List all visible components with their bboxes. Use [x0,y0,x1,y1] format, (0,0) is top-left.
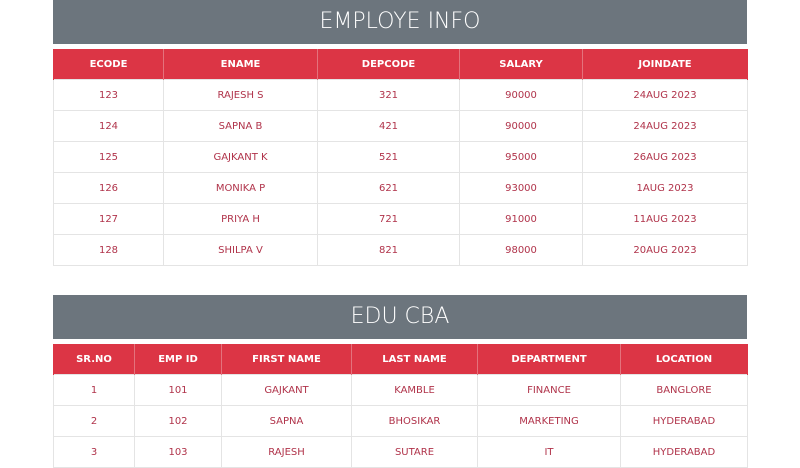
cell-joindate: 1AUG 2023 [583,173,748,204]
column-header-emp-id: EMP ID [135,344,222,375]
table-row [54,204,748,235]
cell-sr-no: 2 [54,406,135,437]
cell-department: FINANCE [478,375,621,406]
cell-salary: 95000 [460,142,583,173]
educba-title: EDU CBA [53,295,747,339]
cell-location: HYDERABAD [621,437,748,468]
cell-first-name: GAJKANT [222,375,352,406]
cell-salary: 98000 [460,235,583,266]
table-row [54,173,748,204]
cell-salary: 93000 [460,173,583,204]
educba-section [53,295,747,468]
cell-salary: 91000 [460,204,583,235]
cell-sr-no: 1 [54,375,135,406]
cell-location: HYDERABAD [621,406,748,437]
cell-emp-id: 101 [135,375,222,406]
cell-ename: SAPNA B [164,111,318,142]
column-header-first-name: FIRST NAME [222,344,352,375]
cell-depcode: 621 [318,173,460,204]
table-header-row [54,344,748,375]
cell-salary: 90000 [460,111,583,142]
cell-ename: RAJESH S [164,80,318,111]
column-header-ename: ENAME [164,49,318,80]
cell-sr-no: 3 [54,437,135,468]
cell-joindate: 26AUG 2023 [583,142,748,173]
cell-joindate: 11AUG 2023 [583,204,748,235]
cell-joindate: 24AUG 2023 [583,111,748,142]
cell-depcode: 421 [318,111,460,142]
educba-table [53,344,748,468]
cell-ename: MONIKA P [164,173,318,204]
column-header-location: LOCATION [621,344,748,375]
cell-ecode: 124 [54,111,164,142]
cell-salary: 90000 [460,80,583,111]
cell-depcode: 721 [318,204,460,235]
cell-department: MARKETING [478,406,621,437]
table-header-row [54,49,748,80]
cell-ename: PRIYA H [164,204,318,235]
table-row [54,406,748,437]
column-header-salary: SALARY [460,49,583,80]
cell-last-name: BHOSIKAR [352,406,478,437]
table-row [54,142,748,173]
table-row [54,80,748,111]
table-row [54,437,748,468]
cell-joindate: 24AUG 2023 [583,80,748,111]
column-header-last-name: LAST NAME [352,344,478,375]
cell-ename: GAJKANT K [164,142,318,173]
cell-depcode: 521 [318,142,460,173]
cell-joindate: 20AUG 2023 [583,235,748,266]
employee-info-section [53,0,747,266]
cell-ecode: 128 [54,235,164,266]
cell-depcode: 321 [318,80,460,111]
cell-ecode: 123 [54,80,164,111]
cell-emp-id: 102 [135,406,222,437]
column-header-joindate: JOINDATE [583,49,748,80]
table-row [54,235,748,266]
column-header-department: DEPARTMENT [478,344,621,375]
employee-info-title: EMPLOYE INFO [53,0,747,44]
cell-first-name: SAPNA [222,406,352,437]
cell-location: BANGLORE [621,375,748,406]
table-row [54,111,748,142]
cell-ename: SHILPA V [164,235,318,266]
cell-emp-id: 103 [135,437,222,468]
column-header-depcode: DEPCODE [318,49,460,80]
cell-first-name: RAJESH [222,437,352,468]
column-header-ecode: ECODE [54,49,164,80]
table-row [54,375,748,406]
column-header-sr-no: SR.NO [54,344,135,375]
employee-info-table [53,49,748,266]
cell-ecode: 127 [54,204,164,235]
cell-ecode: 126 [54,173,164,204]
cell-last-name: KAMBLE [352,375,478,406]
cell-last-name: SUTARE [352,437,478,468]
cell-ecode: 125 [54,142,164,173]
cell-department: IT [478,437,621,468]
cell-depcode: 821 [318,235,460,266]
